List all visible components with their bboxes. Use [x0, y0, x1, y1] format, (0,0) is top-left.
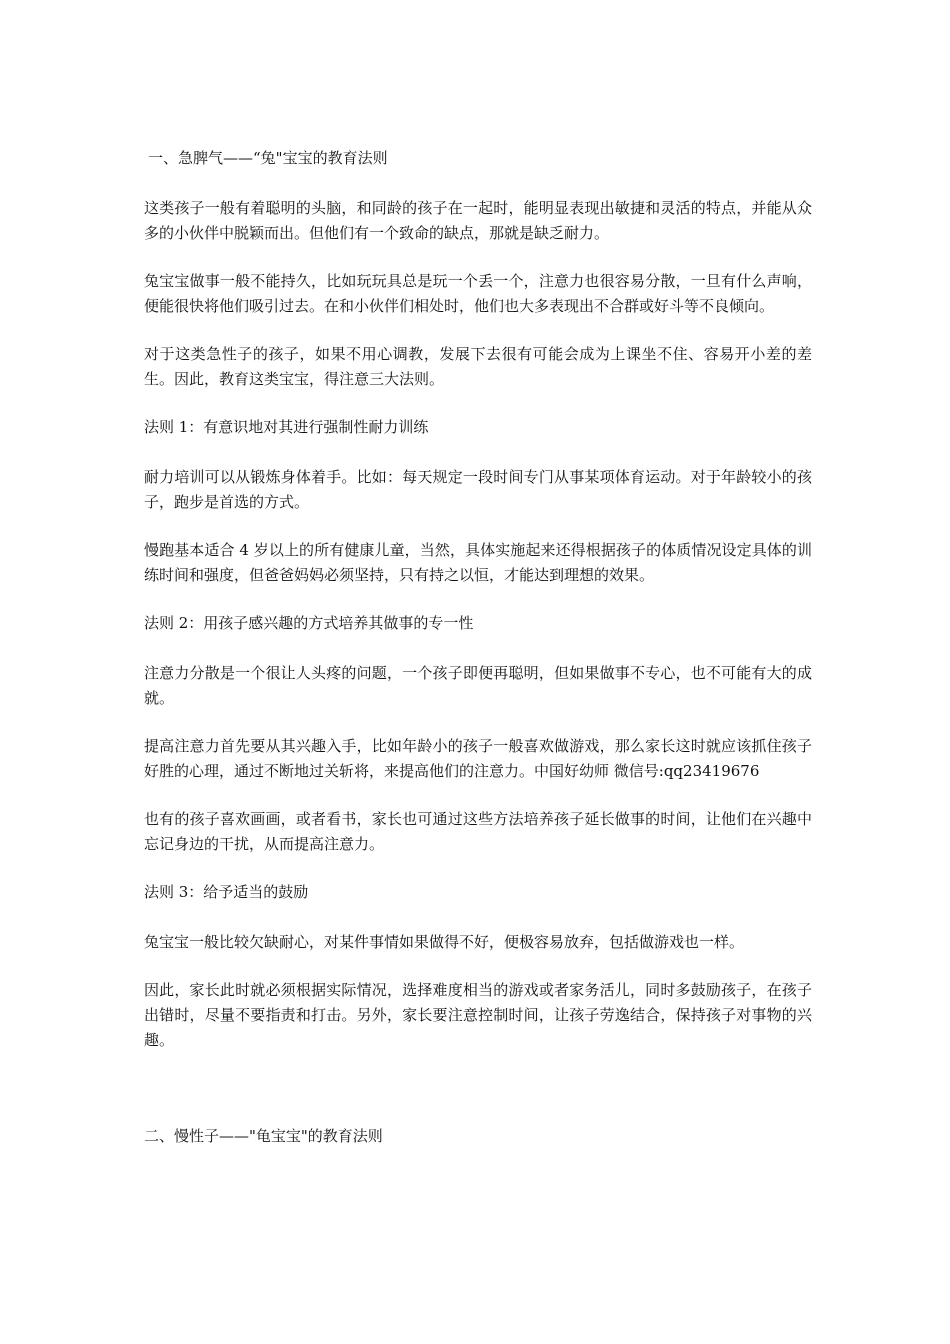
- section-1-title: 一、急脾气——“兔"宝宝的教育法则: [148, 149, 388, 167]
- paragraph-2: 兔宝宝做事一般不能持久，比如玩玩具总是玩一个丢一个，注意力也很容易分散，一旦有什么声响，便能很快将他们吸引过去。在和小伙伴们相处时，他们也大多表现出不合群或好斗等不良倾向。: [144, 272, 812, 315]
- document-page: [144, 146, 812, 1174]
- paragraph-3: 对于这类急性子的孩子，如果不用心调教，发展下去很有可能会成为上课坐不住、容易开小差的差生。因此，教育这类宝宝，得注意三大法则。: [144, 345, 812, 388]
- rule-1-heading: 法则 1：有意识地对其进行强制性耐力训练: [144, 418, 429, 436]
- paragraph-5: 慢跑基本适合 4 岁以上的所有健康儿童，当然，具体实施起来还得根据孩子的体质情况设定具体的训练时间和强度，但爸爸妈妈必须坚持，只有持之以恒，才能达到理想的效果。: [144, 541, 812, 584]
- section-spacer: [144, 1076, 812, 1124]
- rule-3-heading: 法则 3：给予适当的鼓励: [144, 883, 309, 901]
- paragraph-8: 也有的孩子喜欢画画，或者看书，家长也可通过这些方法培养孩子延长做事的时间，让他们在兴趣中忘记身边的干扰，从而提高注意力。: [144, 810, 812, 853]
- paragraph-6: 注意力分散是一个很让人头疼的问题，一个孩子即便再聪明，但如果做事不专心，也不可能有大的成就。: [144, 664, 812, 707]
- paragraph-4: 耐力培训可以从锻炼身体着手。比如：每天规定一段时间专门从事某项体育运动。对于年龄较小的孩子，跑步是首选的方式。: [144, 468, 812, 511]
- section-2-title: 二、慢性子——"龟宝宝"的教育法则: [144, 1127, 383, 1145]
- paragraph-10: 因此，家长此时就必须根据实际情况，选择难度相当的游戏或者家务活儿，同时多鼓励孩子，在孩子出错时，尽量不要指责和打击。另外，家长要注意控制时间，让孩子劳逸结合，保持孩子对事物的兴趣。: [144, 981, 812, 1049]
- paragraph-9: 兔宝宝一般比较欠缺耐心，对某件事情如果做得不好，便极容易放弃，包括做游戏也一样。: [144, 933, 745, 951]
- paragraph-1: 这类孩子一般有着聪明的头脑，和同龄的孩子在一起时，能明显表现出敏捷和灵活的特点，并能从众多的小伙伴中脱颖而出。但他们有一个致命的缺点，那就是缺乏耐力。: [144, 199, 812, 242]
- rule-2-heading: 法则 2：用孩子感兴趣的方式培养其做事的专一性: [144, 614, 474, 632]
- paragraph-7: 提高注意力首先要从其兴趣入手，比如年龄小的孩子一般喜欢做游戏，那么家长这时就应该抓住孩子好胜的心理，通过不断地过关斩将，来提高他们的注意力。中国好幼师 微信号:qq23419676: [144, 737, 812, 780]
